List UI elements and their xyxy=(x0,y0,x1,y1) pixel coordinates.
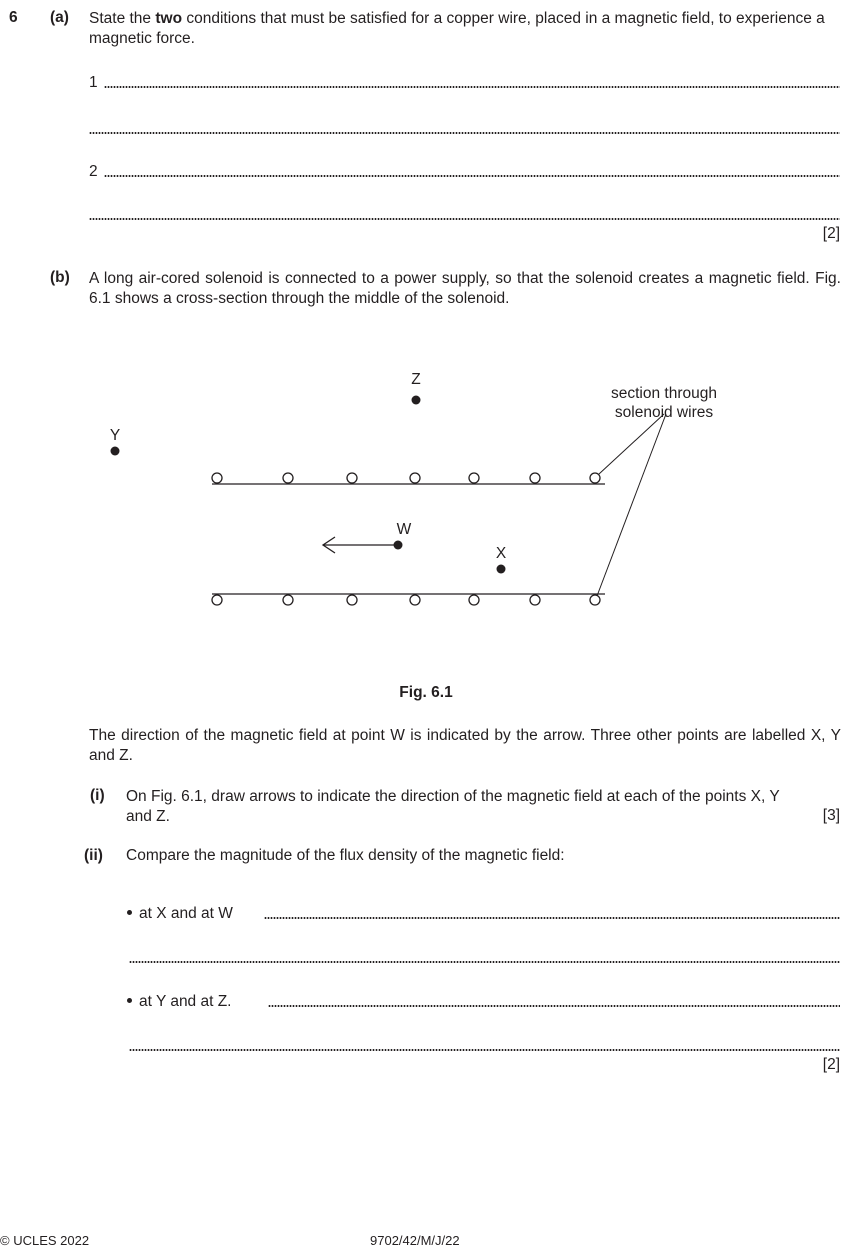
point-w-dot xyxy=(394,541,403,550)
field-arrow-w xyxy=(323,537,394,553)
bullet-icon xyxy=(127,998,132,1003)
wire-section xyxy=(283,595,293,605)
wire-section xyxy=(410,595,420,605)
annotation-line-2: solenoid wires xyxy=(614,404,714,421)
part-a-label: (a) xyxy=(50,9,69,26)
annotation-leader-bottom xyxy=(597,414,666,596)
direction-text: The direction of the magnetic field at point W is indicated by the arrow. Three other points are labelled X, Y and Z. xyxy=(89,727,841,764)
answer-line-yz[interactable] xyxy=(268,1005,840,1007)
point-z-label: Z xyxy=(411,371,421,388)
part-b-ii-marks: [2] xyxy=(822,1056,840,1073)
part-a-marks: [2] xyxy=(822,225,840,242)
answer-line-1b[interactable] xyxy=(89,132,840,134)
point-y-label: Y xyxy=(109,427,121,444)
footer-code: 9702/42/M/J/22 xyxy=(370,1233,460,1248)
wire-section xyxy=(530,595,540,605)
answer-line-2[interactable] xyxy=(104,175,840,177)
answer-line-yz-2[interactable] xyxy=(129,1049,840,1051)
bullet-icon xyxy=(127,910,132,915)
part-a-question: State the two conditions that must be satisfied for a copper wire, placed in a magnetic field, to experience a magnetic force. xyxy=(89,10,825,47)
answer-line-xw-2[interactable] xyxy=(129,961,840,963)
answer-line-2b[interactable] xyxy=(89,218,840,220)
wire-section xyxy=(212,595,222,605)
part-b-i-marks: [3] xyxy=(822,807,840,824)
answer-line-1-number: 1 xyxy=(89,74,98,91)
wire-section xyxy=(347,473,357,483)
point-w-label: W xyxy=(396,521,412,538)
point-x-label: X xyxy=(495,545,507,562)
part-b-ii-label: (ii) xyxy=(84,847,103,864)
wire-section xyxy=(212,473,222,483)
part-b-i-label: (i) xyxy=(90,787,105,804)
wire-section xyxy=(283,473,293,483)
wire-section xyxy=(590,595,600,605)
answer-line-1[interactable] xyxy=(104,86,840,88)
point-z-dot xyxy=(412,396,421,405)
bullet-yz: at Y and at Z. xyxy=(127,993,232,1011)
wire-section xyxy=(530,473,540,483)
point-x-dot xyxy=(497,565,506,574)
bullet-xw: at X and at W xyxy=(127,905,233,923)
wire-section xyxy=(469,473,479,483)
part-b-i-text: On Fig. 6.1, draw arrows to indicate the direction of the magnetic field at each of the points X, Y and Z. xyxy=(126,788,780,825)
figure-caption: Fig. 6.1 xyxy=(399,684,453,701)
bottom-wire-sections xyxy=(212,595,600,605)
answer-line-2-number: 2 xyxy=(89,163,98,180)
part-b-label: (b) xyxy=(50,269,70,286)
figure-6-1 xyxy=(0,330,852,660)
footer-copyright: © UCLES 2022 xyxy=(0,1233,90,1248)
wire-section xyxy=(410,473,420,483)
wire-section xyxy=(469,595,479,605)
annotation-line-1: section through xyxy=(611,385,717,402)
question-number: 6 xyxy=(9,9,18,26)
part-b-ii-text: Compare the magnitude of the flux density of the magnetic field: xyxy=(126,847,565,864)
part-b-intro: A long air-cored solenoid is connected to a power supply, so that the solenoid creates a magnetic field. Fig. 6.1 shows a cross-section through the middle of the solenoid. xyxy=(89,270,841,307)
wire-section xyxy=(590,473,600,483)
top-wire-sections xyxy=(212,473,600,483)
wire-section xyxy=(347,595,357,605)
answer-line-xw[interactable] xyxy=(264,917,840,919)
point-y-dot xyxy=(111,447,120,456)
